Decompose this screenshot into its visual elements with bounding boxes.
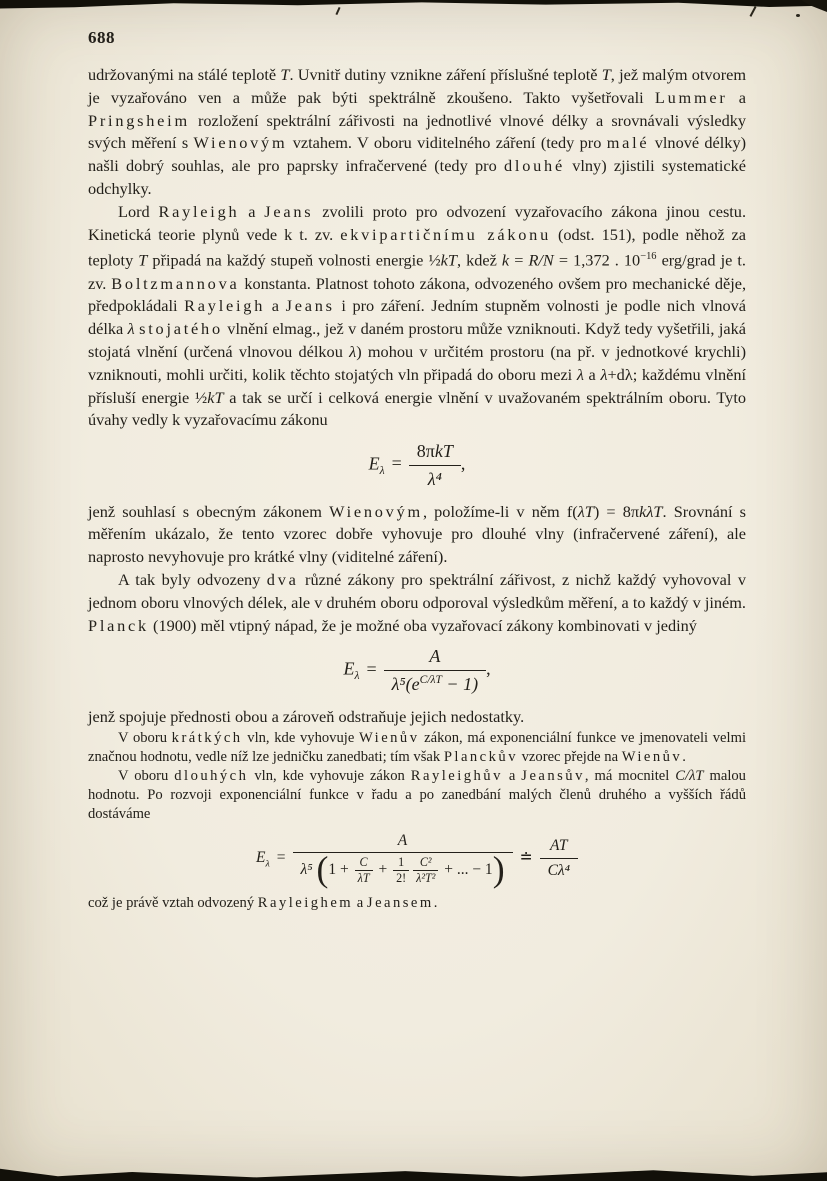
close-paren: ) (492, 848, 505, 889)
numerator: 8πkT (416, 441, 453, 462)
open-paren: ( (316, 848, 329, 889)
punctuation: , (486, 658, 491, 679)
denominator: $\lambda^5(e^{C/\lambda T} - 1)$ (384, 670, 486, 695)
text-block (88, 28, 746, 913)
scan-speck (750, 6, 757, 17)
denominator: λ⁵ (1 + $\frac{C}{\lambda T}$ + $\frac{1}{2!}$ $\frac{\text{C²}}{\text{λ²T²}}$ + ... − 1) (293, 852, 513, 884)
paragraph-long-waves: V oboru dlouhých vln, kde vyhovuje zákon Rayleighův a Jeansův, má mocnitel C/λT malou hodnotu. Po rozvoji exponenciální funkce v řadu a po zanedbání malých členů druhého a vyšších řádů dostáváme (88, 767, 746, 822)
equals-sign: = (276, 848, 286, 866)
formula-planck-law: $E_\lambda$ = $\frac{A}{\lambda^5(e^{C/\lambda T} - 1)}$ , (343, 646, 491, 695)
formula-lhs: E (368, 453, 380, 474)
equals-sign: = (391, 453, 402, 474)
fraction (293, 831, 513, 889)
paragraph-planck-idea: A tak byly odvozeny dva různé zákony pro spektrální zářivost, z nichž každý vyhovoval v jednom oboru vlnových délek, ale v druhém oboru odporoval výsledkům měření, a to každý v jiném. Planck (1900) měl vtipný nápad, že je možné oba vyzařovací zákony kombinovati v jediný (88, 569, 746, 635)
paragraph-rayleigh-jeans-derivation: Lord Rayleigh a Jeans zvolili proto pro odvození vyzařovacího zákona jinou cestu. Kinetická teorie plynů vede k t. zv. ekvipartičnímu zákonu (odst. 151), podle něhož za teploty T připadá na každý stupeň volnosti energie ½kT, kdež k = R/N = 1,372 . $10^{-16}$ erg/grad je t. zv. Boltzmannova konstanta. Platnost tohoto zákona, odvozeného ovšem pro mechanické děje, předpokládali Rayleigh a Jeans i pro záření. Jedním stupněm volnosti je podle nich vlnová délka λ stojatého vlnění elmag., jež v daném prostoru může vzniknouti. Když tedy vyšetřili, jaká stojatá vlnění (určená vlnovou délkou λ) mohou v určitém prostoru (na př. v jednotkové krychli) vzniknouti, mohli určiti, kolik těchto stojatých vln připadá do oboru mezi λ a λ+dλ; každému vlnění přísluší energie ½kT a tak se určí i celková energie vlnění v uvažovaném spektrálním oboru. Tyto úvahy vedly k vyzařovacímu zákonu (88, 201, 747, 430)
doteq-sign: ≐ (519, 848, 533, 866)
denominator: λ⁴ (409, 465, 461, 490)
scan-speck (335, 7, 340, 15)
numerator: AT (550, 836, 568, 854)
paragraph-conclusion: což je právě vztah odvozený Rayleighem a Jeansem. (88, 894, 438, 911)
formula-series-expansion: $E_\lambda$ = A λ⁵ (1 + $\frac{C}{\lambda T}$ + $\frac{1}{2!}$ $\frac{\text{C²}}{\text{λ²T²}}$ + ... − 1) ≐ $\frac{AT}{\text{Cλ⁴}}$ (88, 832, 746, 885)
paragraph-lummer-pringsheim: udržovanými na stálé teplotě T. Uvnitř dutiny vznikne záření příslušné teplotě T, jež malým otvorem je vyzařováno ven a může pak býti spektrálně zkoušeno. Takto vyšetřovali Lummer a Pringsheim rozložení spektrální zářivosti na jednotlivé vlnové délky a srovnávali výsledky svých měření s Wienovým vztahem. V oboru viditelného záření (tedy pro malé vlnové délky) našli dobrý souhlas, ale pro paprsky infračervené (tedy pro dlouhé vlny) zjistili systematické odchylky. (88, 65, 747, 198)
punctuation: , (460, 453, 466, 474)
equals-sign: = (366, 658, 377, 679)
small-fraction: $\frac{1}{2!}$ (393, 856, 409, 884)
formula-lhs: E (255, 848, 266, 866)
paragraph-short-waves: V oboru krátkých vln, kde vyhovuje Wienův zákon, má exponenciální funkce ve jmenovateli velmi značnou hodnotu, vedle níž lze jedničku zanedbati; tím však Planckův vzorec přejde na Wienův. (88, 729, 747, 765)
page-number: 688 (88, 28, 115, 47)
fraction (409, 441, 461, 489)
fraction (540, 837, 578, 880)
numerator: A (397, 831, 408, 849)
fraction (384, 646, 486, 694)
denominator: Cλ⁴ (540, 858, 578, 880)
numerator: A (429, 646, 441, 667)
small-fraction: $\frac{\text{C²}}{\text{λ²T²}}$ (413, 856, 438, 884)
scan-edge-top (0, 0, 827, 9)
scan-edge-bottom (0, 1166, 827, 1181)
paragraph-combined-advantages: jenž spojuje přednosti obou a zároveň odstraňuje jejich nedostatky. (88, 706, 525, 726)
paragraph-wien-comparison: jenž souhlasí s obecným zákonem Wienovým, položíme-li v něm f(λT) = 8πkλT. Srovnání s měřením ukázalo, že tento vzorec dobře vyhovuje pro dlouhé vlny (infračervené záření), ale naprosto nevyhovuje pro krátké vlny (viditelné záření). (88, 501, 747, 567)
formula-lhs: E (343, 658, 355, 679)
small-fraction: $\frac{C}{\lambda T}$ (355, 856, 373, 884)
scan-speck (796, 14, 800, 17)
formula-rayleigh-jeans-law: $E_\lambda$ = 8πkT λ⁴ , (368, 441, 466, 489)
